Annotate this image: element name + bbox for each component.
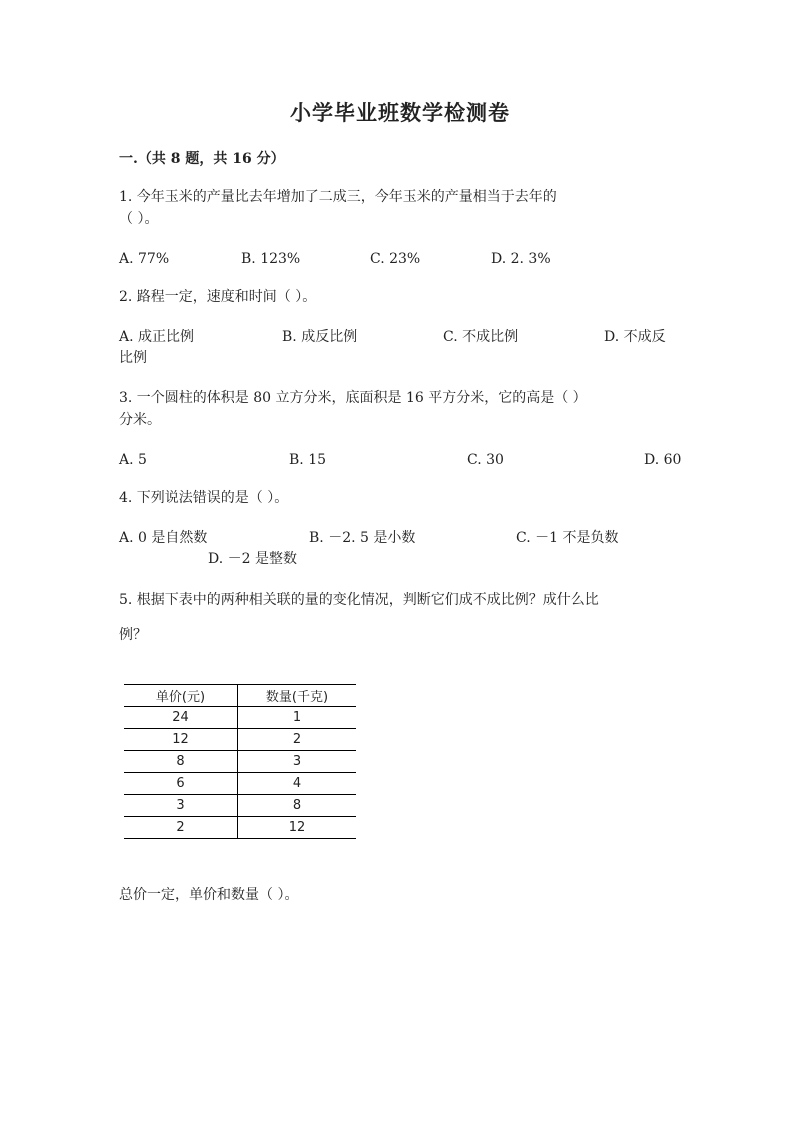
table-row xyxy=(124,773,356,795)
cell-quantity: 3 xyxy=(238,751,357,773)
question-1-option-b[interactable]: B. 123% xyxy=(241,251,301,267)
question-1-text: 1. 今年玉米的产量比去年增加了二成三，今年玉米的产量相当于去年的 xyxy=(119,189,557,205)
cell-quantity: 2 xyxy=(238,729,357,751)
table-row xyxy=(124,707,356,729)
cell-quantity: 8 xyxy=(238,795,357,817)
question-1-option-d[interactable]: D. 2. 3% xyxy=(491,251,551,267)
cell-unit-price: 6 xyxy=(124,773,238,795)
cell-quantity: 4 xyxy=(238,773,357,795)
cell-unit-price: 2 xyxy=(124,817,238,839)
question-4-option-b[interactable]: B. －2. 5 是小数 xyxy=(309,530,416,546)
question-4-option-c[interactable]: C. －1 不是负数 xyxy=(516,530,619,546)
question-2-option-b[interactable]: B. 成反比例 xyxy=(282,329,358,345)
question-3-unit: 分米。 xyxy=(119,412,161,428)
cell-quantity: 1 xyxy=(238,707,357,729)
question-3-option-d[interactable]: D. 60 xyxy=(644,452,682,468)
cell-unit-price: 8 xyxy=(124,751,238,773)
question-3-text: 3. 一个圆柱的体积是 80 立方分米，底面积是 16 平方分米，它的高是（ ） xyxy=(119,390,587,406)
table-row xyxy=(124,795,356,817)
question-1-blank: （ ）。 xyxy=(119,211,159,227)
question-4-option-d[interactable]: D. －2 是整数 xyxy=(208,551,297,567)
table-row xyxy=(124,817,356,839)
question-4-text: 4. 下列说法错误的是（ ）。 xyxy=(119,490,289,506)
question-5-followup: 总价一定，单价和数量（ ）。 xyxy=(119,887,299,903)
question-5-text-wrap: 例？ xyxy=(119,627,147,643)
question-3-option-a[interactable]: A. 5 xyxy=(119,452,147,468)
question-1-option-c[interactable]: C. 23% xyxy=(370,251,421,267)
question-4-option-a[interactable]: A. 0 是自然数 xyxy=(119,530,208,546)
question-2-option-a[interactable]: A. 成正比例 xyxy=(119,329,195,345)
cell-unit-price: 12 xyxy=(124,729,238,751)
cell-unit-price: 3 xyxy=(124,795,238,817)
question-3-option-b[interactable]: B. 15 xyxy=(289,452,327,468)
question-2-option-d-wrap: 比例 xyxy=(119,350,147,366)
question-3-option-c[interactable]: C. 30 xyxy=(467,452,504,468)
cell-unit-price: 24 xyxy=(124,707,238,729)
question-2-option-c[interactable]: C. 不成比例 xyxy=(443,329,519,345)
header-quantity: 数量(千克) xyxy=(238,685,357,707)
question-5-text: 5. 根据下表中的两种相关联的量的变化情况，判断它们成不成比例？成什么比 xyxy=(119,592,599,608)
table-row xyxy=(124,751,356,773)
section-heading: 一.（共 8 题，共 16 分） xyxy=(119,151,285,167)
question-2-option-d[interactable]: D. 不成反 xyxy=(604,329,666,345)
table-row xyxy=(124,729,356,751)
price-quantity-table xyxy=(124,684,356,839)
cell-quantity: 12 xyxy=(238,817,357,839)
question-2-text: 2. 路程一定，速度和时间（ ）。 xyxy=(119,289,317,305)
question-1-option-a[interactable]: A. 77% xyxy=(119,251,170,267)
page-title: 小学毕业班数学检测卷 xyxy=(290,100,510,125)
table-header-row xyxy=(124,685,356,707)
header-unit-price: 单价(元) xyxy=(124,685,238,707)
